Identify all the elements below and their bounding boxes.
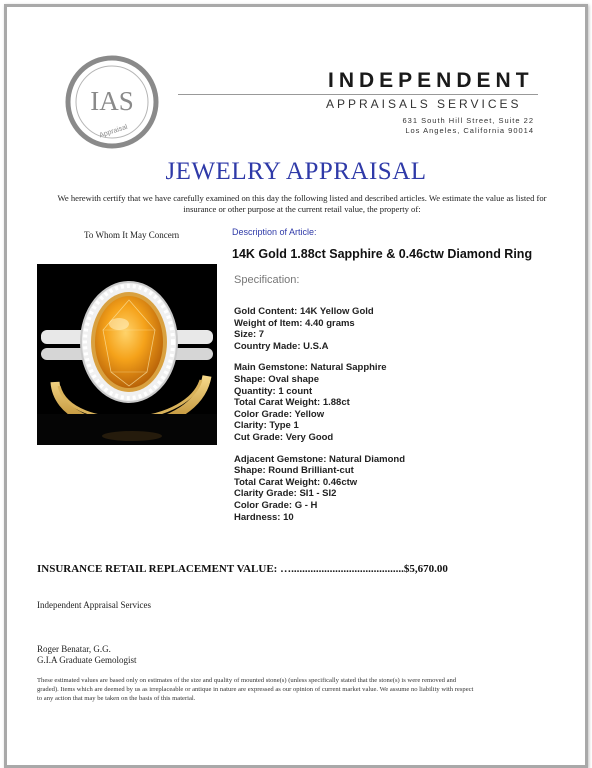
ring-image xyxy=(37,264,217,445)
footer-company: Independent Appraisal Services xyxy=(37,600,151,610)
company-address xyxy=(403,116,534,136)
address-line-2: Los Angeles, California 90014 xyxy=(405,126,534,135)
spec-line: Country Made: U.S.A xyxy=(234,340,329,352)
ias-logo xyxy=(64,54,160,150)
spec-line: Adjacent Gemstone: Natural Diamond xyxy=(234,453,406,465)
appraiser-signature-block xyxy=(37,644,136,666)
recipient: To Whom It May Concern xyxy=(84,230,180,240)
spec-line: Total Carat Weight: 0.46ctw xyxy=(234,476,358,488)
company-name: INDEPENDENT xyxy=(328,69,534,92)
logo-ring-text: Appraisal xyxy=(98,123,129,140)
spec-line: Size: 7 xyxy=(234,329,265,341)
specification-label: Specification: xyxy=(234,274,300,286)
spec-group-metal xyxy=(234,306,405,352)
spec-group-adjacent-gemstone xyxy=(234,454,405,524)
spec-line: Clarity: Type 1 xyxy=(234,420,299,432)
spec-line: Hardness: 10 xyxy=(234,511,294,523)
ring-photo xyxy=(37,264,217,445)
disclaimer: These estimated values are based only on estimates of the size and quality of mounted stone(s) (unless specifically stated that the stone(s) is were removed and graded). Items which are deemed by us as irreplaceable or antique in nature are expressed as our opinion of current market value. We assume no liability with respect to any action that may be taken on the basis of this material. xyxy=(37,677,474,702)
company-divider xyxy=(178,94,538,95)
address-line-1: 631 South Hill Street, Suite 22 xyxy=(402,116,534,125)
spec-line: Shape: Oval shape xyxy=(234,373,320,385)
spec-line: Shape: Round Brilliant-cut xyxy=(234,465,354,477)
spec-line: Cut Grade: Very Good xyxy=(234,431,334,443)
specification-list xyxy=(234,306,405,533)
spec-line: Color Grade: Yellow xyxy=(234,408,325,420)
spec-line: Color Grade: G - H xyxy=(234,499,318,511)
intro-text: We herewith certify that we have carefully examined on this day the following listed and described articles. We estimate the value as listed for insurance or other purpose at the current retail value, the property of: xyxy=(57,193,547,214)
description-label: Description of Article: xyxy=(232,227,317,237)
spec-group-main-gemstone xyxy=(234,362,405,443)
appraiser-name: Roger Benatar, G.G. xyxy=(37,644,111,654)
appraiser-title: G.I.A Graduate Gemologist xyxy=(37,655,137,665)
spec-line: Total Carat Weight: 1.88ct xyxy=(234,397,350,409)
spec-line: Gold Content: 14K Yellow Gold xyxy=(234,306,374,317)
spec-line: Main Gemstone: Natural Sapphire xyxy=(234,362,387,374)
logo-letters: IAS xyxy=(90,86,134,116)
insurance-value: INSURANCE RETAIL REPLACEMENT VALUE: ….........................................$5,670.00 xyxy=(37,563,448,575)
spec-line: Clarity Grade: SI1 - SI2 xyxy=(234,488,337,500)
company-subtitle: APPRAISALS SERVICES xyxy=(326,97,522,111)
spec-line: Quantity: 1 count xyxy=(234,385,313,397)
spec-line: Weight of Item: 4.40 grams xyxy=(234,317,355,329)
article-name: 14K Gold 1.88ct Sapphire & 0.46ctw Diamond Ring xyxy=(232,247,533,261)
document-title: JEWELRY APPRAISAL xyxy=(165,158,427,185)
